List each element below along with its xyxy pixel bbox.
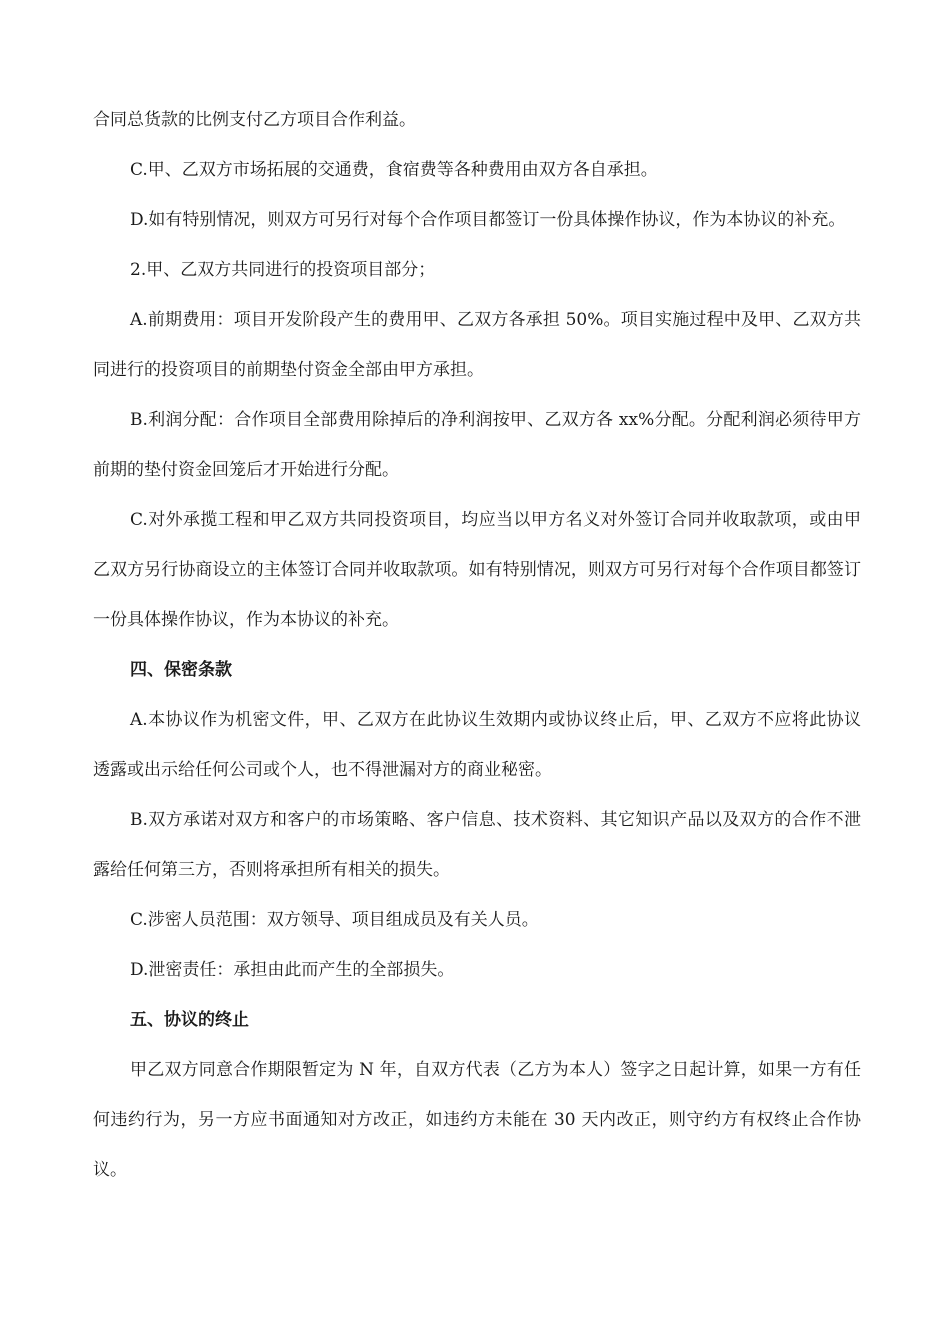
paragraph-b-profit-distribution: B.利润分配：合作项目全部费用除掉后的净利润按甲、乙双方各 xx%分配。分配利润必须待甲方前期的垫付资金回笼后才开始进行分配。 — [93, 410, 861, 480]
paragraph-payment-ratio: 合同总货款的比例支付乙方项目合作利益。 — [93, 110, 416, 130]
paragraph-d-special-cases: D.如有特别情况，则双方可另行对每个合作项目都签订一份具体操作协议，作为本协议的补充。 — [130, 210, 846, 230]
paragraph-a-confidential-document: A.本协议作为机密文件，甲、乙双方在此协议生效期内或协议终止后，甲、乙双方不应将此协议透露或出示给任何公司或个人，也不得泄漏对方的商业秘密。 — [93, 710, 861, 780]
paragraph-c-personnel-scope: C.涉密人员范围：双方领导、项目组成员及有关人员。 — [130, 910, 539, 930]
paragraph-a-upfront-costs: A.前期费用：项目开发阶段产生的费用甲、乙双方各承担 50%。项目实施过程中及甲、乙双方共同进行的投资项目的前期垫付资金全部由甲方承担。 — [93, 310, 861, 380]
paragraph-termination-terms: 甲乙双方同意合作期限暂定为 N 年，自双方代表（乙方为本人）签字之日起计算，如果一方有任何违约行为，另一方应书面通知对方改正，如违约方未能在 30 天内改正，则守约方有权终止合作协议。 — [93, 1060, 861, 1180]
paragraph-c-contracting: C.对外承揽工程和甲乙双方共同投资项目，均应当以甲方名义对外签订合同并收取款项，或由甲乙双方另行协商设立的主体签订合同并收取款项。如有特别情况，则双方可另行对每个合作项目都签订一份具体操作协议，作为本协议的补充。 — [93, 510, 861, 630]
paragraph-b-non-disclosure: B.双方承诺对双方和客户的市场策略、客户信息、技术资料、其它知识产品以及双方的合作不泄露给任何第三方，否则将承担所有相关的损失。 — [93, 810, 861, 880]
paragraph-2-joint-investment: 2.甲、乙双方共同进行的投资项目部分； — [130, 260, 436, 280]
section-heading-termination: 五、协议的终止 — [130, 1010, 249, 1030]
document-body — [93, 95, 861, 1195]
paragraph-c-expenses: C.甲、乙双方市场拓展的交通费，食宿费等各种费用由双方各自承担。 — [130, 160, 658, 180]
paragraph-d-liability: D.泄密责任：承担由此而产生的全部损失。 — [130, 960, 455, 980]
section-heading-confidentiality: 四、保密条款 — [130, 660, 232, 680]
